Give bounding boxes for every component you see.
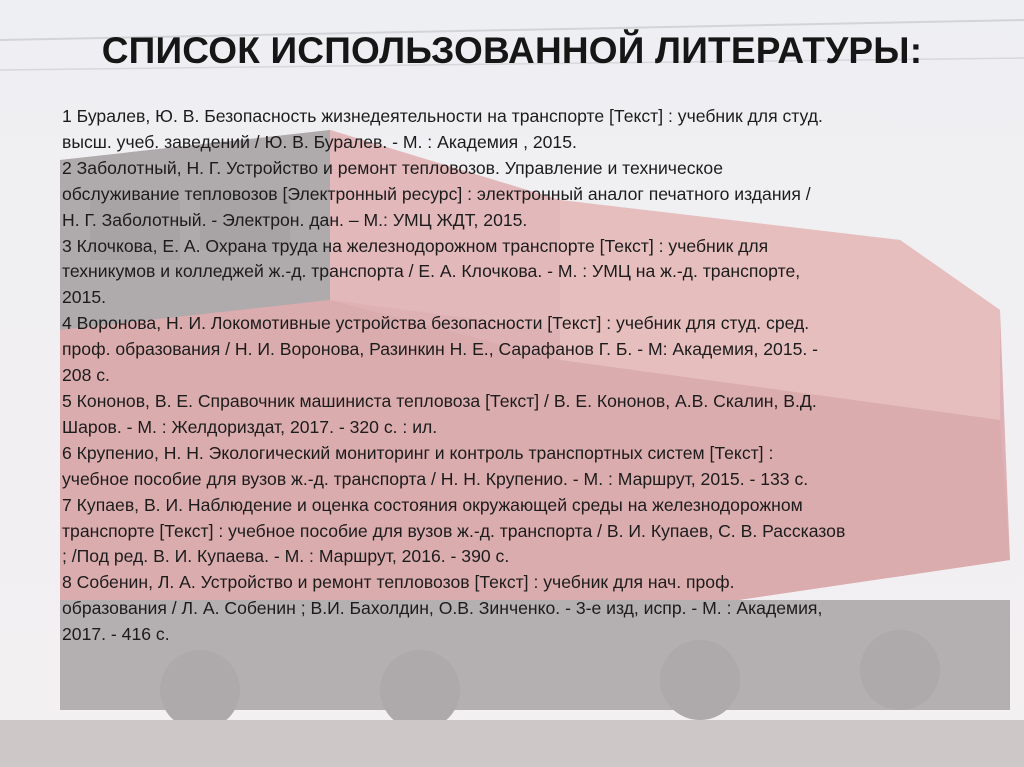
reference-line: 7 Купаев, В. И. Наблюдение и оценка состояния окружающей среды на железнодорожном bbox=[62, 494, 803, 515]
slide-title: СПИСОК ИСПОЛЬЗОВАННОЙ ЛИТЕРАТУРЫ: bbox=[101, 30, 923, 71]
reference-line: транспорте [Текст] : учебное пособие для вузов ж.-д. транспорта / В. И. Купаев, С. В. Рассказов bbox=[62, 520, 846, 541]
reference-line: 3 Клочкова, Е. А. Охрана труда на железнодорожном транспорте [Текст] : учебник для bbox=[62, 235, 769, 256]
reference-line: обслуживание тепловозов [Электронный ресурс] : электронный аналог печатного издания / bbox=[62, 183, 811, 204]
reference-item bbox=[62, 493, 982, 571]
reference-line: 6 Крупенио, Н. Н. Экологический мониторинг и контроль транспортных систем [Текст] : bbox=[62, 442, 774, 463]
reference-line: образования / Л. А. Собенин ; В.И. Бахолдин, О.В. Зинченко. - 3-е изд, испр. - М. : Академия, bbox=[62, 598, 823, 619]
reference-line: Н. Г. Заболотный. - Электрон. дан. – М.: УМЦ ЖДТ, 2015. bbox=[62, 209, 528, 230]
reference-line: техникумов и колледжей ж.-д. транспорта / Е. А. Клочкова. - М. : УМЦ на ж.-д. транспорте, bbox=[62, 261, 801, 282]
reference-line: 2015. bbox=[62, 287, 107, 308]
reference-item bbox=[62, 234, 982, 312]
reference-line: 208 с. bbox=[62, 365, 110, 386]
reference-item bbox=[62, 389, 982, 441]
reference-item bbox=[62, 104, 982, 156]
reference-item bbox=[62, 570, 982, 648]
reference-line: учебное пособие для вузов ж.-д. транспорта / Н. Н. Крупенио. - М. : Маршрут, 2015. - 133 с. bbox=[62, 468, 809, 489]
reference-line: Шаров. - М. : Желдориздат, 2017. - 320 с. : ил. bbox=[62, 416, 438, 437]
reference-line: 8 Собенин, Л. А. Устройство и ремонт тепловозов [Текст] : учебник для нач. проф. bbox=[62, 572, 735, 593]
reference-line: 2017. - 416 с. bbox=[62, 624, 170, 645]
reference-line: ; /Под ред. В. И. Купаева. - М. : Маршрут, 2016. - 390 с. bbox=[62, 546, 510, 567]
reference-line: проф. образования / Н. И. Воронова, Разинкин Н. Е., Сарафанов Г. Б. - М: Академия, 2015. - bbox=[62, 339, 819, 360]
reference-line: 5 Кононов, В. Е. Справочник машиниста тепловоза [Текст] / В. Е. Кононов, А.В. Скалин, В.Д. bbox=[62, 390, 817, 411]
reference-line: 1 Буралев, Ю. В. Безопасность жизнедеятельности на транспорте [Текст] : учебник для студ. bbox=[62, 106, 823, 126]
reference-line: 2 Заболотный, Н. Г. Устройство и ремонт тепловозов. Управление и техническое bbox=[62, 157, 723, 178]
reference-item bbox=[62, 311, 982, 389]
reference-line: высш. учеб. заведений / Ю. В. Буралев. - М. : Академия , 2015. bbox=[62, 131, 577, 152]
reference-item bbox=[62, 156, 982, 234]
reference-list bbox=[62, 104, 982, 648]
reference-line: 4 Воронова, Н. И. Локомотивные устройства безопасности [Текст] : учебник для студ. сред. bbox=[62, 313, 810, 334]
reference-item bbox=[62, 441, 982, 493]
